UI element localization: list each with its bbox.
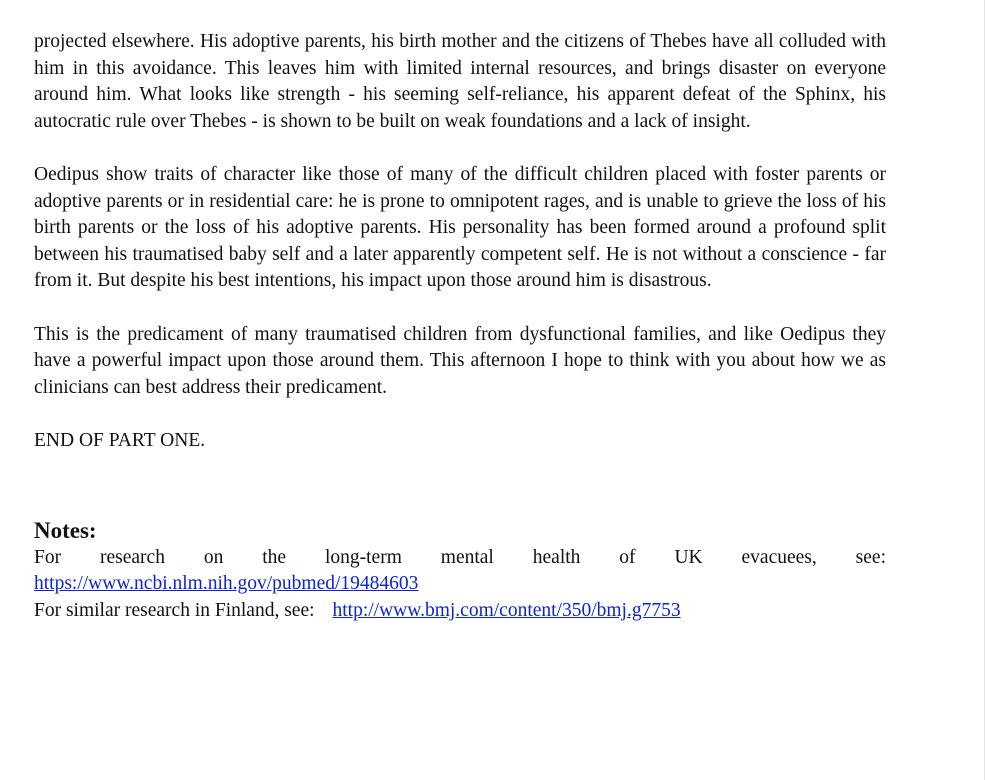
document-body	[34, 29, 886, 624]
notes-section	[34, 517, 886, 625]
end-of-part-one: END OF PART ONE.	[34, 429, 206, 451]
ncbi-pubmed-link[interactable]: https://www.ncbi.nlm.nih.gov/pubmed/19484603	[34, 573, 419, 595]
paragraph-avoidance: projected elsewhere. His adoptive parents, his birth mother and the citizens of Thebes have all colluded with him in this avoidance. This leaves him with limited internal resources, and brings disaster on everyone around him. What looks like strength - his seeming self-reliance, his apparent defeat of the Sphinx, his autocratic rule over Thebes - is shown to be built on weak foundations and a lack of insight.	[34, 31, 886, 132]
paragraph-oedipus-traits: Oedipus show traits of character like those of many of the difficult children placed with foster parents or adoptive parents or in residential care: he is prone to omnipotent rages, and is unable to grieve the loss of his birth parents or the loss of his adoptive parents. His personality has been formed around a profound split between his traumatised baby self and a later apparently competent self. He is not without a conscience - far from it. But despite his best intentions, his impact upon those around him is disastrous.	[34, 163, 886, 292]
note-finland-text: For similar research in Finland, see:	[34, 599, 315, 621]
paragraph-predicament: This is the predicament of many traumatised children from dysfunctional families, and like Oedipus they have a powerful impact upon those around them. This afternoon I hope to think with you about how we as clinicians can best address their predicament.	[34, 323, 886, 398]
note-uk-evacuees-text: For research on the long-term mental health of UK evacuees, see:	[34, 546, 886, 568]
note-finland	[34, 598, 886, 625]
bmj-link[interactable]: http://www.bmj.com/content/350/bmj.g7753	[332, 599, 681, 621]
notes-heading: Notes:	[34, 517, 97, 543]
note-uk-evacuees	[34, 545, 886, 598]
